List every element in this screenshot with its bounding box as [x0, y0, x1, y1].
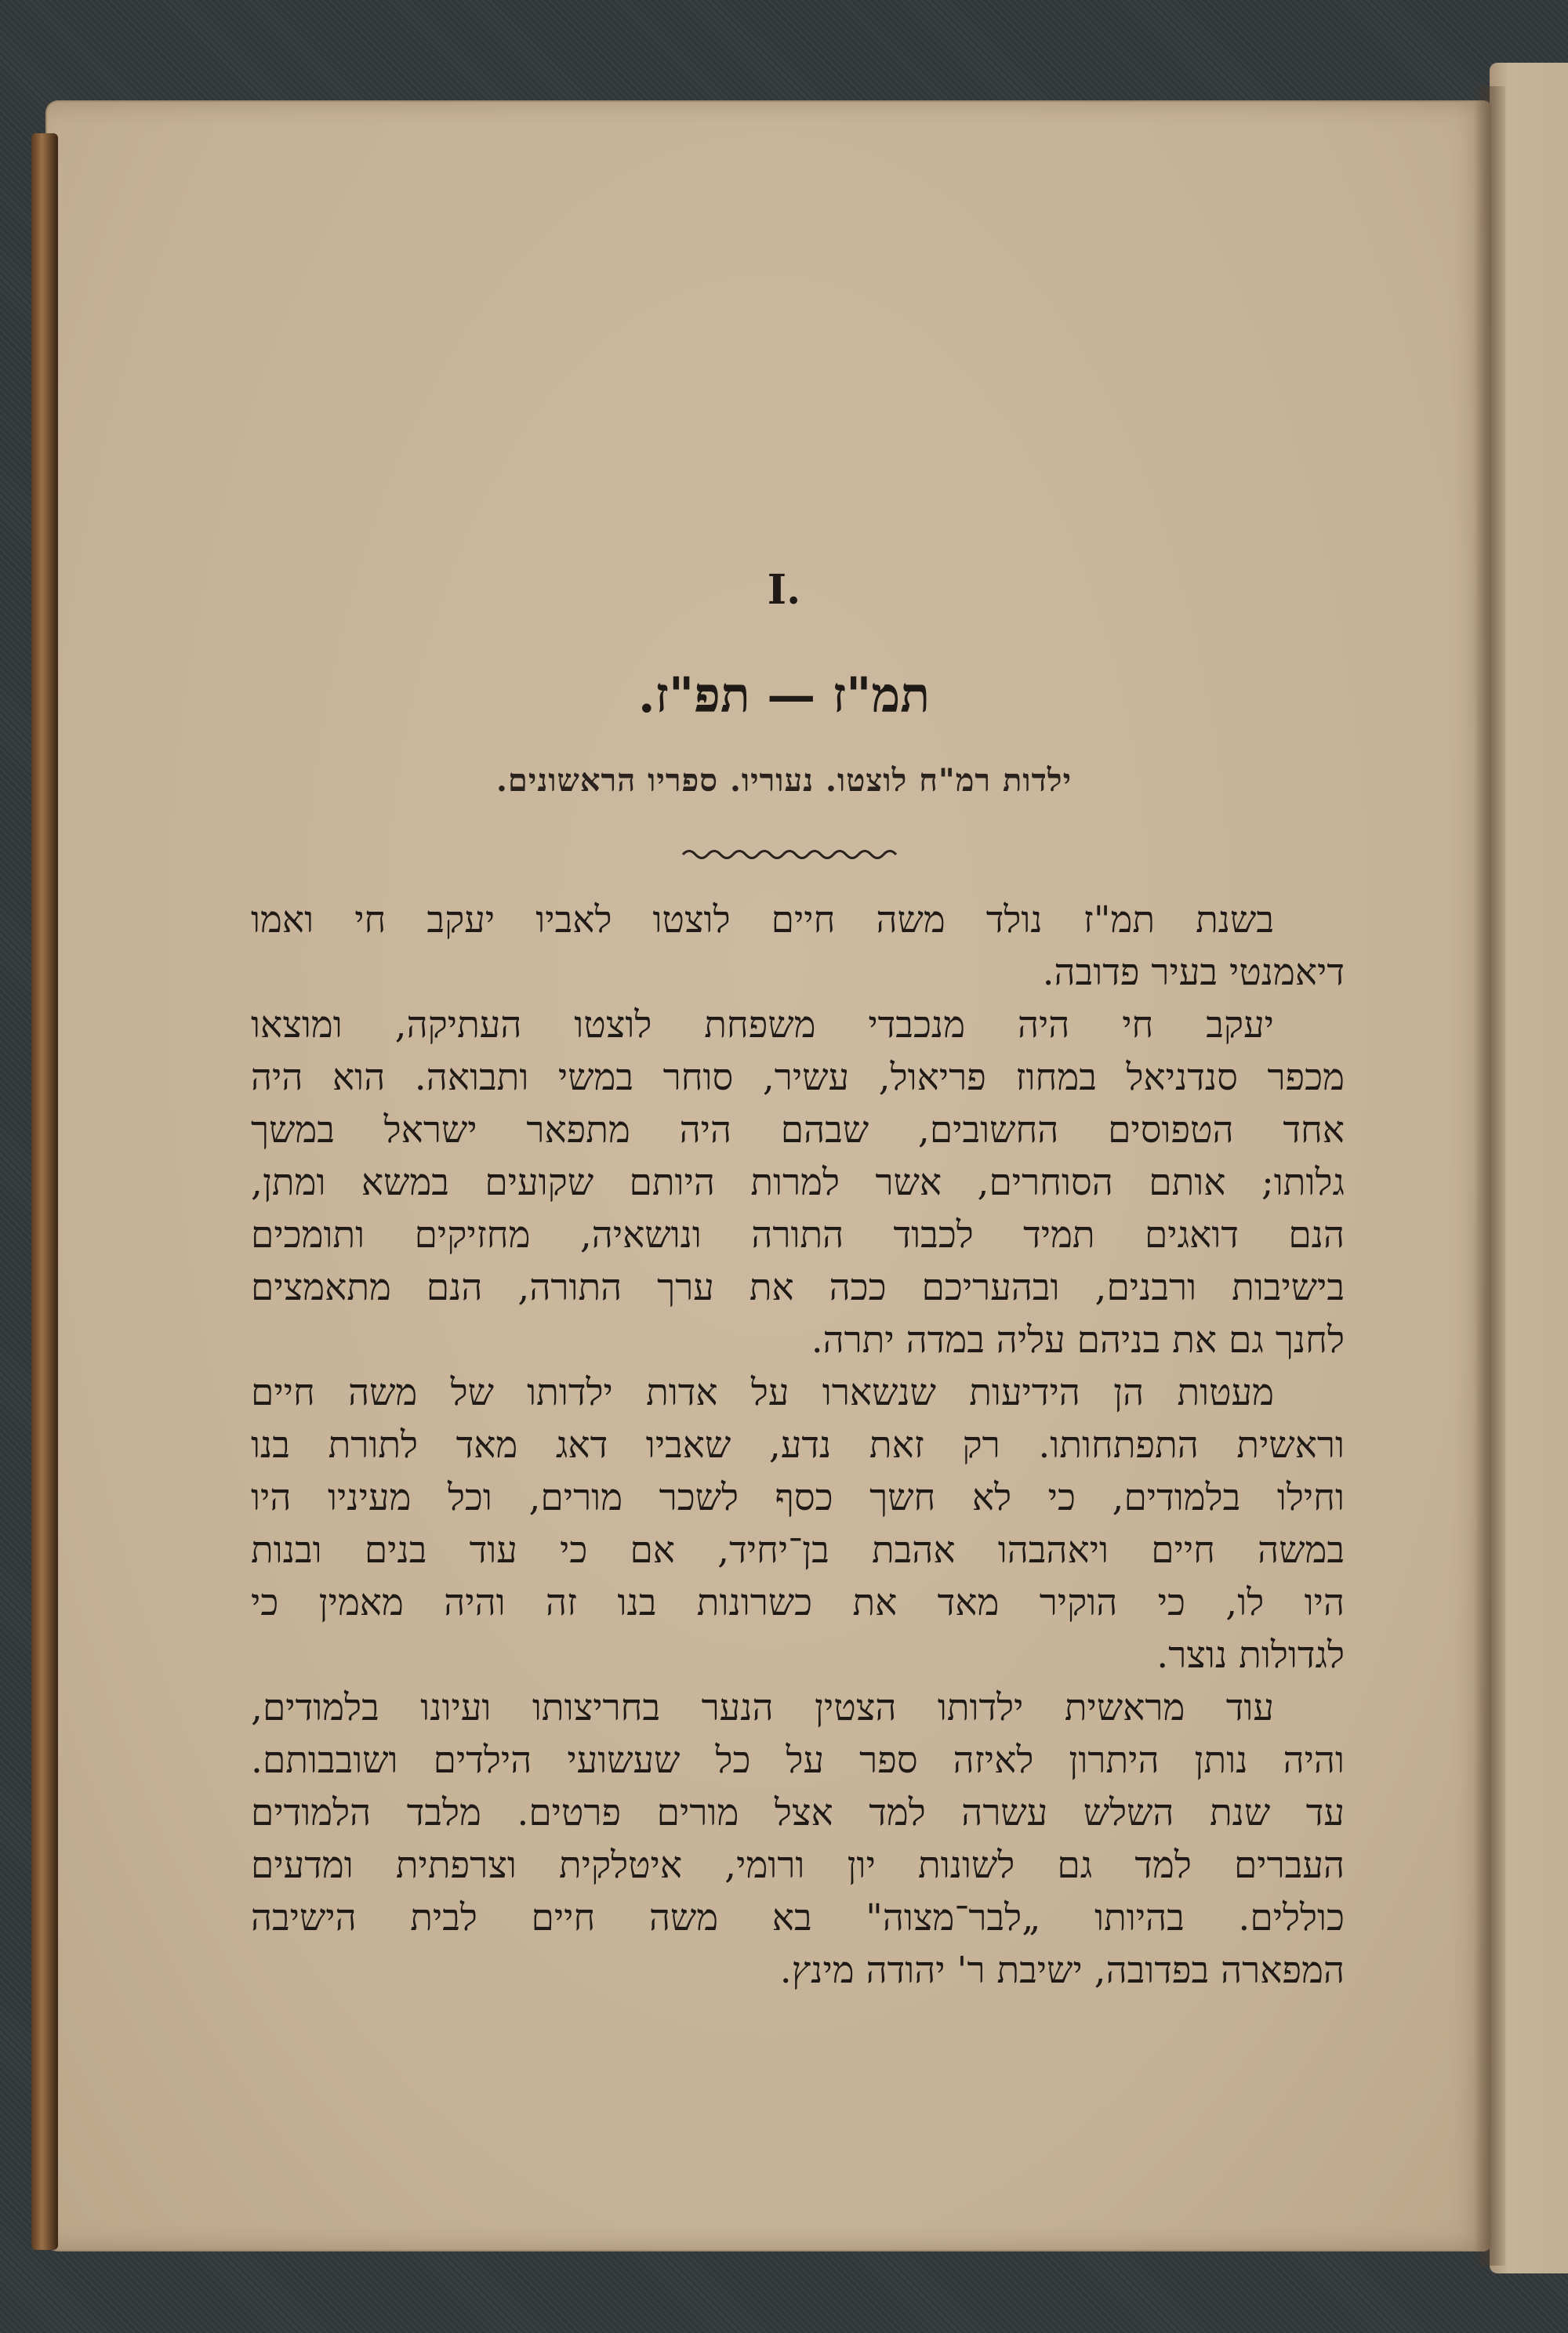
text-line: אחד הטפוסים החשובים, שבהם היה מתפאר ישראל במשך	[251, 1108, 1345, 1152]
text-line: וראשית התפתחותו. רק זאת נדע, שאביו דאג מאד לתורת בנו	[251, 1424, 1345, 1467]
wavy-divider-ornament	[679, 843, 898, 866]
text-line: עוד מראשית ילדותו הצטין הנער בחריצותו ועיונו בלמודים,	[251, 1686, 1274, 1729]
text-line: עד שנת השלש עשרה למד אצל מורים פרטים. מלבד הלמודים	[251, 1791, 1345, 1834]
body-text	[251, 894, 1345, 1997]
chapter-title: תמ"ז — תפ"ז.	[637, 666, 931, 724]
text-line: בשנת תמ"ז נולד משה חיים לוצטו לאביו יעקב חי ואמו	[251, 898, 1274, 942]
text-line: והיה נותן היתרון לאיזה ספר על כל שעשועי הילדים ושובבותם.	[251, 1739, 1345, 1782]
text-line: כוללים. בהיותו „לבר־מצוה" בא משה חיים לבית הישיבה	[251, 1896, 1345, 1939]
text-line: מעטות הן הידיעות שנשארו על אדות ילדותו של משה חיים	[251, 1371, 1274, 1414]
text-line: מכפר סנדניאל במחוז פריאול, עשיר, סוחר במשי ותבואה. הוא היה	[251, 1056, 1345, 1099]
book-binding-edge	[31, 133, 58, 2250]
text-line: היו לו, כי הוקיר מאד את כשרונות בנו זה והיה מאמין כי	[251, 1581, 1345, 1624]
text-line: המפארה בפדובה, ישיבת ר' יהודה מינץ.	[779, 1949, 1345, 1992]
text-line: בישיבות ורבנים, ובהעריכם ככה את ערך התורה, הנם מתאמצים	[251, 1266, 1345, 1309]
text-line: במשה חיים ויאהבהו אהבת בן־יחיד, אם כי עוד בנים ובנות	[251, 1529, 1345, 1572]
text-line: וחילו בלמודים, כי לא חשך כסף לשכר מורים, וכל מעיניו היו	[251, 1476, 1345, 1519]
text-line: לחנך גם את בניהם עליה במדה יתרה.	[811, 1319, 1345, 1362]
text-line: דיאמנטי בעיר פדובה.	[1042, 951, 1345, 994]
text-line: הנם דואגים תמיד לכבוד התורה ונושאיה, מחזיקים ותומכים	[251, 1214, 1345, 1257]
chapter-subtitle: ילדות רמ"ח לוצטו. נעוריו. ספריו הראשונים.	[495, 762, 1073, 799]
chapter-number: I.	[767, 566, 801, 614]
text-line: העברים למד גם לשונות יון ורומי, איטלקית וצרפתית ומדעים	[251, 1844, 1345, 1887]
text-line: גלותו; אותם הסוחרים, אשר למרות היותם שקועים במשא ומתן,	[251, 1161, 1345, 1204]
text-line: יעקב חי היה מנכבדי משפחת לוצטו העתיקה, ומוצאו	[251, 1003, 1274, 1047]
page-gutter-shadow	[1474, 86, 1505, 2266]
text-line: לגדולות נוצר.	[1156, 1634, 1345, 1677]
